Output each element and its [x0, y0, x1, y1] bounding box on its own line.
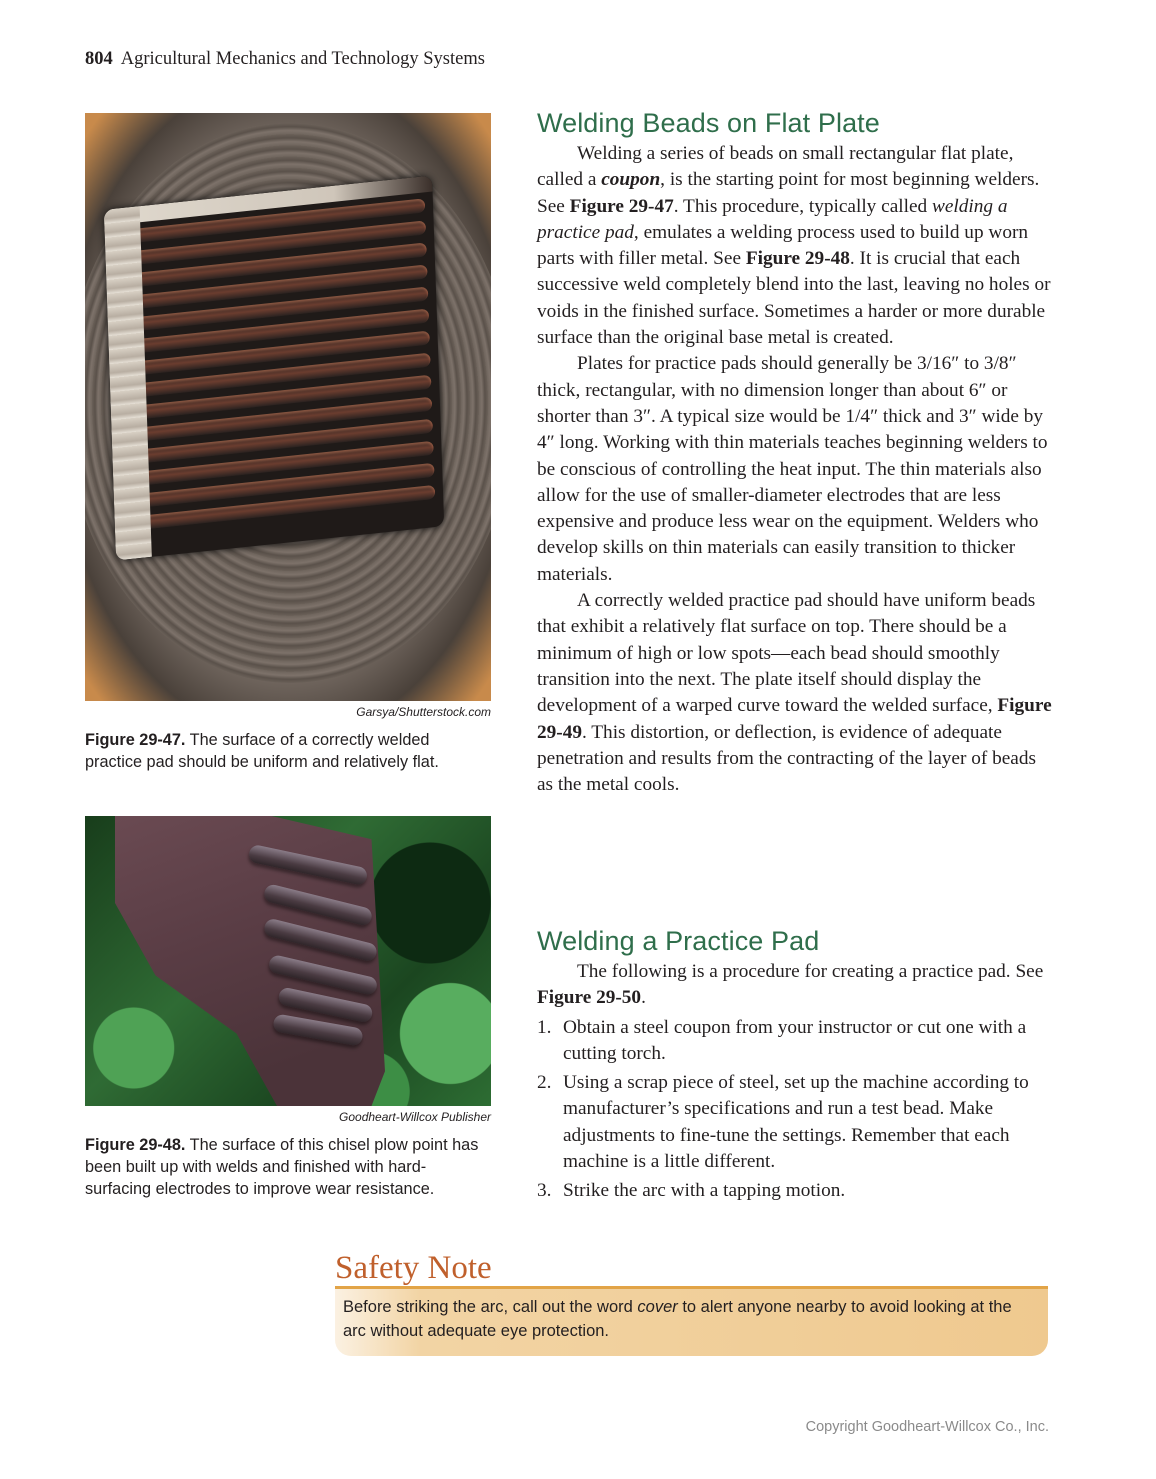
procedure-steps — [537, 1015, 1052, 1205]
running-head — [85, 49, 485, 70]
figure-ref: Figure 29-49 — [537, 695, 1052, 743]
paragraph: Plates for practice pads should generally be 3/16″ to 3/8″ thick, rectangular, with no dimension longer than about 6″ or shorter than 3″. A typical size would be 1/4″ thick and 3″ wide by 4″ long. Working with thin materials teaches beginning welders to be conscious of controlling the heat input. The thin materials also allow for the use of smaller-diameter electrodes that are less expensive and produce less wear on the equipment. Welders who develop skills on thin materials can easily transition to thicker materials. — [537, 353, 1048, 585]
caption-text: The surface of a correctly welded practice pad should be uniform and relatively flat. — [85, 731, 439, 771]
step-item: 3. Strike the arc with a tapping motion. — [537, 1180, 846, 1202]
figure-caption — [85, 1134, 491, 1200]
figure-ref: Figure 29-48 — [745, 248, 850, 270]
step-item: 2. Using a scrap piece of steel, set up the machine according to manufacturer’s specifications and run a test bead. Make adjustments to fine-tune the settings. Remember that each machine is a little different. — [537, 1072, 1029, 1173]
step-item: 1. Obtain a steel coupon from your instructor or cut one with a cutting torch. — [537, 1016, 1027, 1064]
figure-ref: Figure 29-50 — [537, 987, 642, 1009]
figure-ref: Figure 29-47 — [569, 195, 674, 217]
figure-29-47 — [85, 113, 491, 773]
term-practice-pad: welding a practice pad — [537, 195, 1008, 243]
photo-credit: Garsya/Shutterstock.com — [356, 705, 491, 719]
paragraph: The following is a procedure for creating a practice pad. See Figure 29-50. — [537, 961, 1044, 1009]
figure-photo-practice-pad — [85, 113, 491, 701]
paragraph: Welding a series of beads on small rectangular flat plate, called a coupon, is the starting point for most beginning welders. See Figure 29-47. This procedure, typically called welding a practice pad, emulates a welding process used to build up worn parts with filler metal. See Figure 29-48. It is crucial that each successive weld completely blend into the last, leaving no holes or voids in the finished surface. Sometimes a harder or more durable surface than the original base metal is created. — [537, 143, 1051, 349]
section-practice-pad — [537, 926, 1052, 1205]
page-number: 804 — [85, 49, 113, 69]
section-body — [537, 141, 1052, 798]
term-coupon: coupon — [601, 169, 661, 191]
section-heading: Welding a Practice Pad — [537, 926, 820, 956]
safety-note-title: Safety Note — [335, 1250, 492, 1286]
caption-label: Figure 29-48. — [85, 1136, 186, 1154]
copyright-notice: Copyright Goodheart-Willcox Co., Inc. — [805, 1419, 1049, 1435]
caption-label: Figure 29-47. — [85, 731, 186, 749]
term-cover: cover — [637, 1298, 678, 1316]
safety-note-body: Before striking the arc, call out the word cover to alert anyone nearby to avoid looking at the arc without adequate eye protection. — [335, 1289, 1048, 1356]
section-body — [537, 959, 1052, 1205]
figure-caption — [85, 729, 491, 773]
book-title: Agricultural Mechanics and Technology Systems — [120, 49, 485, 69]
caption-text: The surface of this chisel plow point has been built up with welds and finished with hard-surfacing electrodes to improve wear resistance. — [85, 1136, 479, 1198]
safety-note — [335, 1250, 1048, 1356]
weld-pad — [104, 175, 444, 560]
figure-29-48 — [85, 816, 491, 1200]
section-heading: Welding Beads on Flat Plate — [537, 108, 880, 138]
figure-photo-plow-point — [85, 816, 491, 1106]
section-welding-beads — [537, 108, 1052, 798]
photo-credit: Goodheart-Willcox Publisher — [339, 1110, 491, 1124]
paragraph: A correctly welded practice pad should have uniform beads that exhibit a relatively flat surface on top. There should be a minimum of high or low spots—each bead should smoothly transition into the next. The plate itself should display the development of a warped curve toward the welded surface, Figure 29-49. This distortion, or deflection, is evidence of adequate penetration and results from the contracting of the layer of beads as the metal cools. — [537, 590, 1052, 796]
